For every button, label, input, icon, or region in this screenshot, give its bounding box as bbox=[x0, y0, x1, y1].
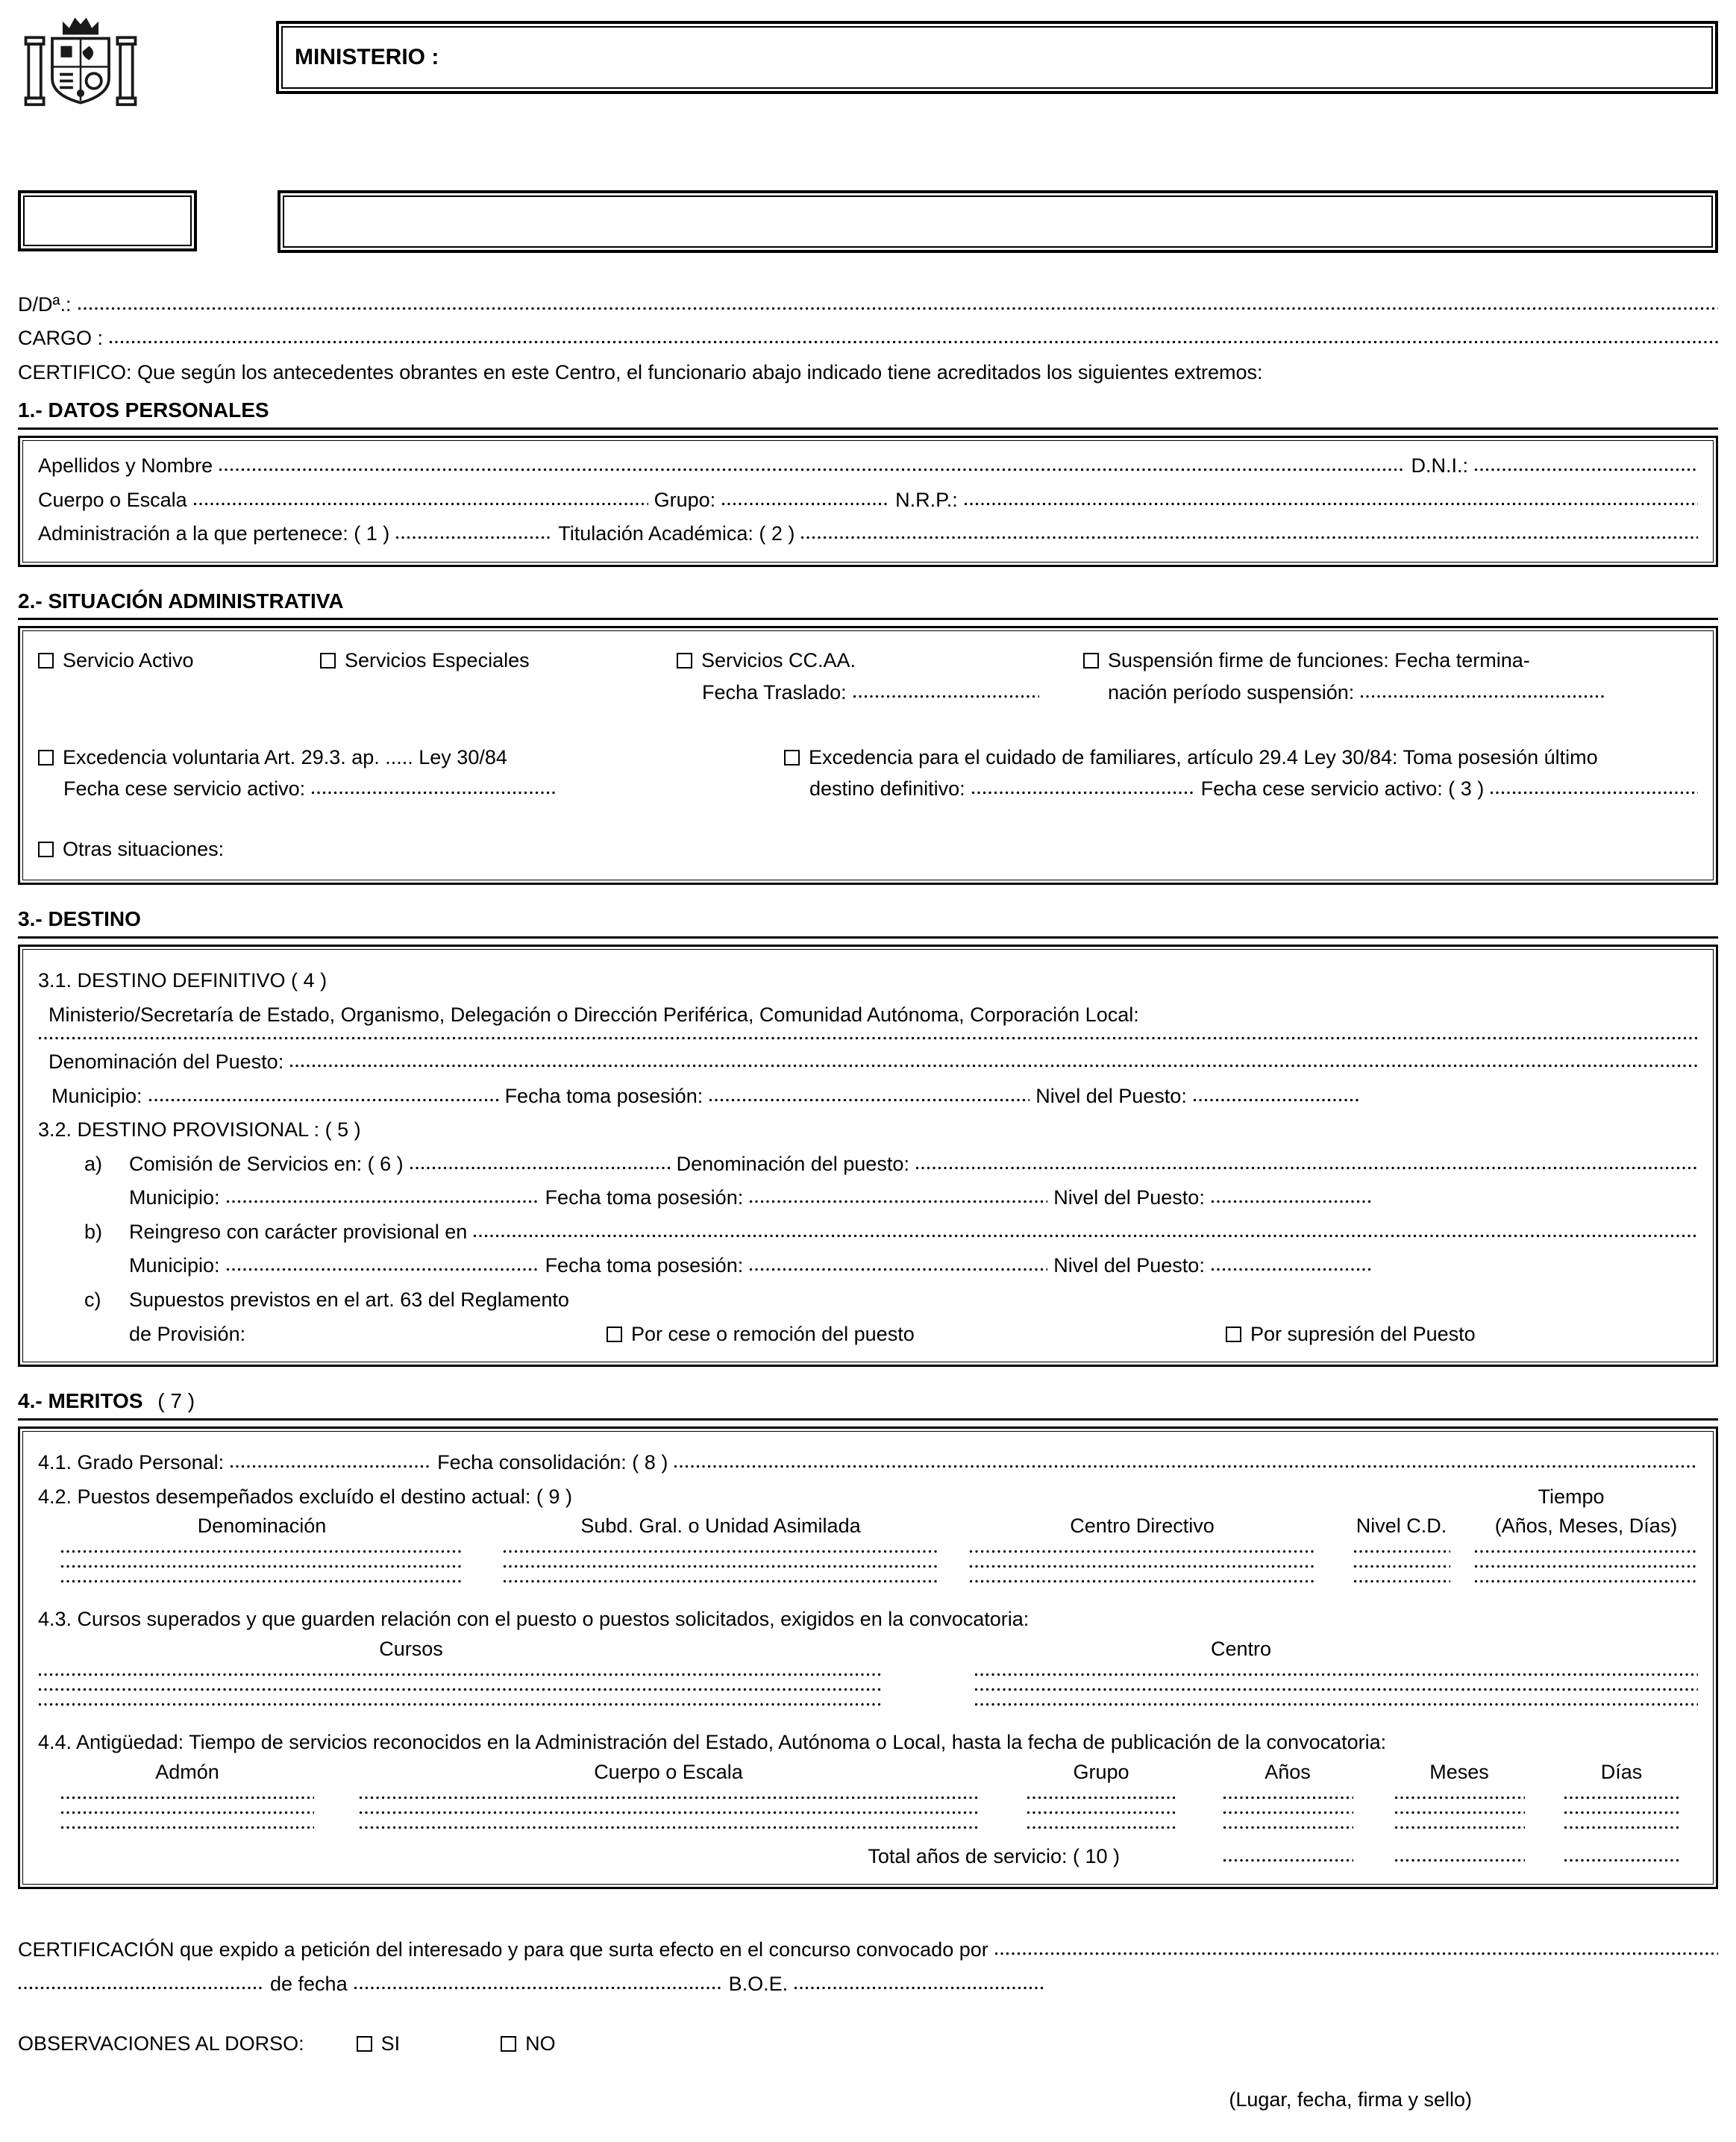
checkbox-observaciones-no[interactable] bbox=[501, 2036, 516, 2052]
fill-line bbox=[1394, 1858, 1525, 1863]
col-nivel-cd: Nivel C.D. bbox=[1356, 1514, 1447, 1537]
cuerpo-label: Cuerpo o Escala bbox=[38, 488, 187, 511]
supuestos-label-line1: Supuestos previstos en el art. 63 del Reglamento bbox=[129, 1288, 569, 1311]
por-supresion-option bbox=[1226, 1321, 1476, 1347]
certificacion-text: CERTIFICACIÓN que expido a petición del interesado y para que surta efecto en el concurso convocado por bbox=[18, 1938, 988, 1961]
fill-line bbox=[974, 1687, 1698, 1692]
spain-coat-of-arms-icon bbox=[24, 12, 143, 125]
section1-title: 1.- DATOS PERSONALES bbox=[18, 397, 1718, 430]
fill-line bbox=[1474, 1549, 1698, 1554]
fill-line bbox=[1394, 1825, 1525, 1830]
fill-line bbox=[974, 1672, 1698, 1677]
fill-line bbox=[1474, 1579, 1698, 1584]
section4-title-ref: ( 7 ) bbox=[157, 1389, 195, 1413]
total-row bbox=[38, 1844, 1698, 1870]
servicios-especiales-label: Servicios Especiales bbox=[345, 649, 530, 672]
dda-label: D/Dª.: bbox=[18, 292, 72, 316]
fill-line bbox=[38, 1702, 881, 1707]
otras-situaciones-option bbox=[38, 836, 1698, 862]
de-fecha-label: de fecha bbox=[270, 1972, 348, 1995]
titulacion-fill bbox=[800, 535, 1698, 540]
dni-fill bbox=[1474, 467, 1698, 472]
col-cuerpo-escala: Cuerpo o Escala bbox=[594, 1761, 743, 1784]
checkbox-observaciones-si[interactable] bbox=[357, 2036, 372, 2052]
fill-line bbox=[1223, 1825, 1353, 1830]
fill-line bbox=[60, 1810, 314, 1815]
grado-personal-fill bbox=[230, 1464, 431, 1469]
fecha-cese-label: Fecha cese servicio activo: bbox=[63, 777, 306, 801]
fecha-traslado-fill bbox=[853, 694, 1039, 699]
col-centro: Centro bbox=[1210, 1638, 1272, 1661]
antiguedad-header-row bbox=[38, 1759, 1698, 1785]
checkbox-otras-situaciones[interactable] bbox=[38, 842, 54, 857]
apellidos-fill bbox=[219, 467, 1405, 472]
destino-definitivo-fill bbox=[38, 1036, 1698, 1041]
municipio-label-3: Municipio: bbox=[129, 1254, 220, 1277]
cargo-fill-line bbox=[109, 339, 1718, 345]
intro-block bbox=[18, 292, 1718, 386]
checkbox-por-supresion[interactable] bbox=[1226, 1327, 1241, 1342]
puestos-row-3 bbox=[38, 1579, 1698, 1584]
fill-line bbox=[969, 1549, 1316, 1554]
excedencia-voluntaria-label: Excedencia voluntaria Art. 29.3. ap. ..... Ley 30/84 bbox=[63, 745, 507, 768]
section2-title: 2.- SITUACIÓN ADMINISTRATIVA bbox=[18, 588, 1718, 621]
puestos-row-2 bbox=[38, 1564, 1698, 1569]
municipio-fill-1 bbox=[148, 1097, 499, 1103]
dni-label: D.N.I.: bbox=[1411, 454, 1468, 477]
ministerio-label: MINISTERIO : bbox=[295, 44, 439, 69]
servicios-ccaa-label: Servicios CC.AA. bbox=[701, 649, 856, 672]
denominacion-puesto-label: Denominación del Puesto: bbox=[48, 1050, 284, 1074]
suspension-option bbox=[1083, 648, 1698, 705]
puestos-rows bbox=[38, 1549, 1698, 1584]
reingreso-fill bbox=[473, 1233, 1698, 1238]
header-row-2 bbox=[18, 190, 1718, 253]
checkbox-excedencia-voluntaria[interactable] bbox=[38, 750, 54, 765]
nrp-fill bbox=[964, 501, 1698, 507]
puestos-desempenados-label: 4.2. Puestos desempeñados excluído el destino actual: ( 9 ) bbox=[38, 1485, 572, 1509]
fecha-cese-fill bbox=[311, 790, 557, 795]
certifico-text: CERTIFICO: Que según los antecedentes obrantes en este Centro, el funcionario abajo indicado tiene acreditados los siguientes extremos: bbox=[18, 360, 1263, 383]
cursos-row-2 bbox=[38, 1687, 1698, 1692]
municipio-fill-3 bbox=[226, 1267, 539, 1272]
fill-line bbox=[503, 1549, 939, 1554]
fecha-consolidacion-fill bbox=[674, 1464, 1698, 1469]
servicios-ccaa-option bbox=[677, 648, 1083, 705]
suspension-label-line1: Suspensión firme de funciones: Fecha termina- bbox=[1108, 649, 1530, 672]
fill-line bbox=[503, 1579, 939, 1584]
checkbox-por-cese[interactable] bbox=[607, 1327, 622, 1342]
suspension-fill bbox=[1360, 694, 1606, 699]
col-grupo: Grupo bbox=[1073, 1761, 1129, 1784]
checkbox-servicio-activo[interactable] bbox=[38, 653, 54, 668]
observaciones-label: OBSERVACIONES AL DORSO: bbox=[18, 2032, 304, 2055]
fill-line bbox=[1223, 1810, 1353, 1815]
servicio-activo-option bbox=[38, 648, 320, 705]
por-cese-option bbox=[607, 1321, 1226, 1347]
destino-definitivo-fill bbox=[971, 790, 1195, 795]
antiguedad-row-3 bbox=[38, 1825, 1698, 1830]
fill-line bbox=[359, 1825, 978, 1830]
titulacion-label: Titulación Académica: ( 2 ) bbox=[558, 522, 795, 545]
denominacion-puesto-fill bbox=[289, 1063, 1698, 1068]
checkbox-servicios-especiales[interactable] bbox=[320, 653, 336, 668]
fill-line bbox=[1564, 1825, 1679, 1830]
header-row bbox=[18, 12, 1718, 125]
fill-line bbox=[1564, 1795, 1679, 1800]
fecha-traslado-label: Fecha Traslado: bbox=[702, 681, 847, 704]
col-denominacion: Denominación bbox=[197, 1514, 327, 1537]
fill-line bbox=[1564, 1810, 1679, 1815]
total-anos-label: Total años de servicio: ( 10 ) bbox=[868, 1844, 1120, 1867]
fill-line bbox=[1394, 1810, 1525, 1815]
puestos-row-1 bbox=[38, 1549, 1698, 1554]
fecha-toma-label-2: Fecha toma posesión: bbox=[545, 1186, 744, 1209]
item-b-label: b) bbox=[84, 1220, 103, 1243]
fill-line bbox=[1027, 1825, 1176, 1830]
grado-personal-label: 4.1. Grado Personal: bbox=[38, 1450, 225, 1474]
por-cese-label: Por cese o remoción del puesto bbox=[631, 1322, 915, 1345]
comision-label: Comisión de Servicios en: ( 6 ) bbox=[129, 1152, 404, 1175]
cursos-row-3 bbox=[38, 1702, 1698, 1707]
cursos-superados-label: 4.3. Cursos superados y que guarden relación con el puesto o puestos solicitados, exigidos en la convocatoria: bbox=[38, 1607, 1030, 1630]
fill-line bbox=[1353, 1579, 1450, 1584]
meritos-box bbox=[18, 1427, 1718, 1889]
antiguedad-label: 4.4. Antigüedad: Tiempo de servicios reconocidos en la Administración del Estado, Autónoma o Local, hasta la fecha de publicación de la convocatoria: bbox=[38, 1730, 1387, 1753]
col-tiempo-detail: (Años, Meses, Días) bbox=[1494, 1514, 1678, 1537]
fill-line bbox=[60, 1795, 314, 1800]
fill-line bbox=[503, 1564, 939, 1569]
section4-title-text: 4.- MERITOS bbox=[18, 1389, 143, 1413]
administracion-fill bbox=[395, 535, 552, 540]
otras-situaciones-label: Otras situaciones: bbox=[63, 837, 225, 860]
grupo-label: Grupo: bbox=[654, 488, 716, 511]
por-supresion-label: Por supresión del Puesto bbox=[1250, 1322, 1476, 1345]
ministerio-box bbox=[276, 21, 1718, 94]
nivel-puesto-fill-2 bbox=[1211, 1199, 1371, 1204]
cargo-label: CARGO : bbox=[18, 327, 104, 350]
fill-line bbox=[60, 1564, 463, 1569]
destino-definitivo-label: destino definitivo: bbox=[809, 777, 965, 801]
fill-line bbox=[60, 1579, 463, 1584]
item-a-label: a) bbox=[84, 1152, 103, 1175]
cursos-row-1 bbox=[38, 1672, 1698, 1677]
observaciones-row bbox=[18, 2031, 1718, 2057]
destino-definitivo-desc: Ministerio/Secretaría de Estado, Organismo, Delegación o Dirección Periférica, Comunidad Autónoma, Corporación Local: bbox=[48, 1003, 1139, 1026]
destino-box bbox=[18, 945, 1718, 1367]
supuestos-label-line2: de Provisión: bbox=[129, 1322, 246, 1345]
col-dias: Días bbox=[1600, 1761, 1643, 1784]
fill-line bbox=[1564, 1858, 1679, 1863]
checkbox-servicios-ccaa[interactable] bbox=[677, 653, 692, 668]
municipio-label-1: Municipio: bbox=[51, 1084, 142, 1107]
fill-line bbox=[1223, 1795, 1353, 1800]
checkbox-excedencia-familiares[interactable] bbox=[784, 750, 800, 765]
nivel-puesto-fill-3 bbox=[1211, 1267, 1371, 1272]
reingreso-label: Reingreso con carácter provisional en bbox=[129, 1220, 468, 1243]
municipio-label-2: Municipio: bbox=[129, 1186, 220, 1209]
denominacion-puesto2-label: Denominación del puesto: bbox=[676, 1152, 909, 1175]
fill-line bbox=[60, 1549, 463, 1554]
si-label: SI bbox=[380, 2032, 401, 2055]
cursos-rows bbox=[38, 1672, 1698, 1707]
nivel-puesto-label-3: Nivel del Puesto: bbox=[1053, 1254, 1205, 1277]
antiguedad-row-2 bbox=[38, 1810, 1698, 1815]
lugar-label: (Lugar, fecha, firma y sello) bbox=[1229, 2088, 1472, 2111]
fecha-cese3-fill bbox=[1490, 790, 1698, 795]
tiempo-header: Tiempo bbox=[1538, 1485, 1605, 1509]
excedencia-familiares-option bbox=[784, 745, 1698, 802]
destino-provisional-title: 3.2. DESTINO PROVISIONAL : ( 5 ) bbox=[38, 1118, 361, 1142]
cuerpo-fill bbox=[193, 501, 648, 507]
fill-line bbox=[969, 1564, 1316, 1569]
boe-fill bbox=[794, 1985, 1044, 1991]
fill-line bbox=[1027, 1810, 1176, 1815]
fill-line bbox=[38, 1672, 881, 1677]
fill-line bbox=[969, 1579, 1316, 1584]
suspension-label-line2: nación período suspensión: bbox=[1108, 681, 1355, 704]
servicio-activo-label: Servicio Activo bbox=[63, 649, 194, 672]
municipio-fill-2 bbox=[226, 1199, 539, 1204]
fill-line bbox=[38, 1687, 881, 1692]
destino-definitivo-title: 3.1. DESTINO DEFINITIVO ( 4 ) bbox=[38, 969, 328, 992]
grupo-fill bbox=[721, 501, 889, 507]
datos-personales-box bbox=[18, 436, 1718, 567]
fill-line bbox=[60, 1825, 314, 1830]
lugar-fecha-firma bbox=[18, 2087, 1718, 2113]
cursos-header-row bbox=[38, 1636, 1698, 1662]
fill-line bbox=[1223, 1858, 1353, 1863]
fill-line bbox=[359, 1810, 978, 1815]
col-centro-directivo: Centro Directivo bbox=[1070, 1514, 1215, 1537]
nivel-puesto-label-1: Nivel del Puesto: bbox=[1035, 1084, 1187, 1107]
section4-title bbox=[18, 1388, 1718, 1421]
fecha-toma-fill-3 bbox=[749, 1267, 1047, 1272]
fecha-toma-fill-2 bbox=[749, 1199, 1047, 1204]
col-meses: Meses bbox=[1429, 1761, 1489, 1784]
certificacion-fill bbox=[994, 1951, 1718, 1956]
col-anos: Años bbox=[1265, 1761, 1311, 1784]
comision-fill bbox=[410, 1165, 671, 1171]
fecha-toma-label-1: Fecha toma posesión: bbox=[504, 1084, 704, 1107]
item-c-label: c) bbox=[84, 1288, 101, 1311]
fill-line bbox=[1474, 1564, 1698, 1569]
code-box bbox=[18, 190, 197, 251]
antiguedad-row-1 bbox=[38, 1795, 1698, 1800]
no-label: NO bbox=[525, 2032, 556, 2055]
nivel-puesto-label-2: Nivel del Puesto: bbox=[1053, 1186, 1205, 1209]
denominacion-puesto2-fill bbox=[915, 1165, 1698, 1171]
fecha-toma-label-3: Fecha toma posesión: bbox=[545, 1254, 744, 1277]
situacion-row-2 bbox=[38, 745, 1698, 802]
title-box bbox=[278, 190, 1718, 253]
excedencia-familiares-label: Excedencia para el cuidado de familiares, artículo 29.4 Ley 30/84: Toma posesión último bbox=[809, 745, 1598, 768]
de-fecha-fill bbox=[354, 1985, 723, 1991]
fecha-toma-fill-1 bbox=[709, 1097, 1030, 1103]
antiguedad-rows bbox=[38, 1795, 1698, 1870]
checkbox-suspension-firme[interactable] bbox=[1083, 653, 1099, 668]
situacion-administrativa-box bbox=[18, 626, 1718, 885]
puestos-header-row bbox=[38, 1513, 1698, 1539]
administracion-label: Administración a la que pertenece: ( 1 ) bbox=[38, 522, 390, 545]
col-cursos: Cursos bbox=[379, 1638, 443, 1661]
dda-fill-line bbox=[78, 306, 1719, 311]
apellidos-label: Apellidos y Nombre bbox=[38, 454, 213, 477]
fill-line bbox=[1394, 1795, 1525, 1800]
section3-title: 3.- DESTINO bbox=[18, 906, 1718, 939]
fecha-cese3-label: Fecha cese servicio activo: ( 3 ) bbox=[1200, 777, 1485, 801]
col-subd-gral: Subd. Gral. o Unidad Asimilada bbox=[580, 1514, 861, 1537]
servicios-especiales-option bbox=[320, 648, 677, 705]
fill-line bbox=[359, 1795, 978, 1800]
excedencia-voluntaria-option bbox=[38, 745, 784, 802]
fill-line bbox=[1353, 1549, 1450, 1554]
footer-block bbox=[18, 1937, 1718, 2112]
convocado-fill bbox=[18, 1985, 264, 1991]
nrp-label: N.R.P.: bbox=[895, 488, 958, 511]
fill-line bbox=[1027, 1795, 1176, 1800]
fecha-consolidacion-label: Fecha consolidación: ( 8 ) bbox=[437, 1450, 668, 1474]
boe-label: B.O.E. bbox=[728, 1972, 789, 1995]
nivel-puesto-fill-1 bbox=[1193, 1097, 1361, 1103]
fill-line bbox=[974, 1702, 1698, 1707]
puestos-header-top bbox=[38, 1484, 1698, 1510]
col-admon: Admón bbox=[155, 1761, 219, 1784]
situacion-row-1 bbox=[38, 648, 1698, 705]
fill-line bbox=[1353, 1564, 1450, 1569]
